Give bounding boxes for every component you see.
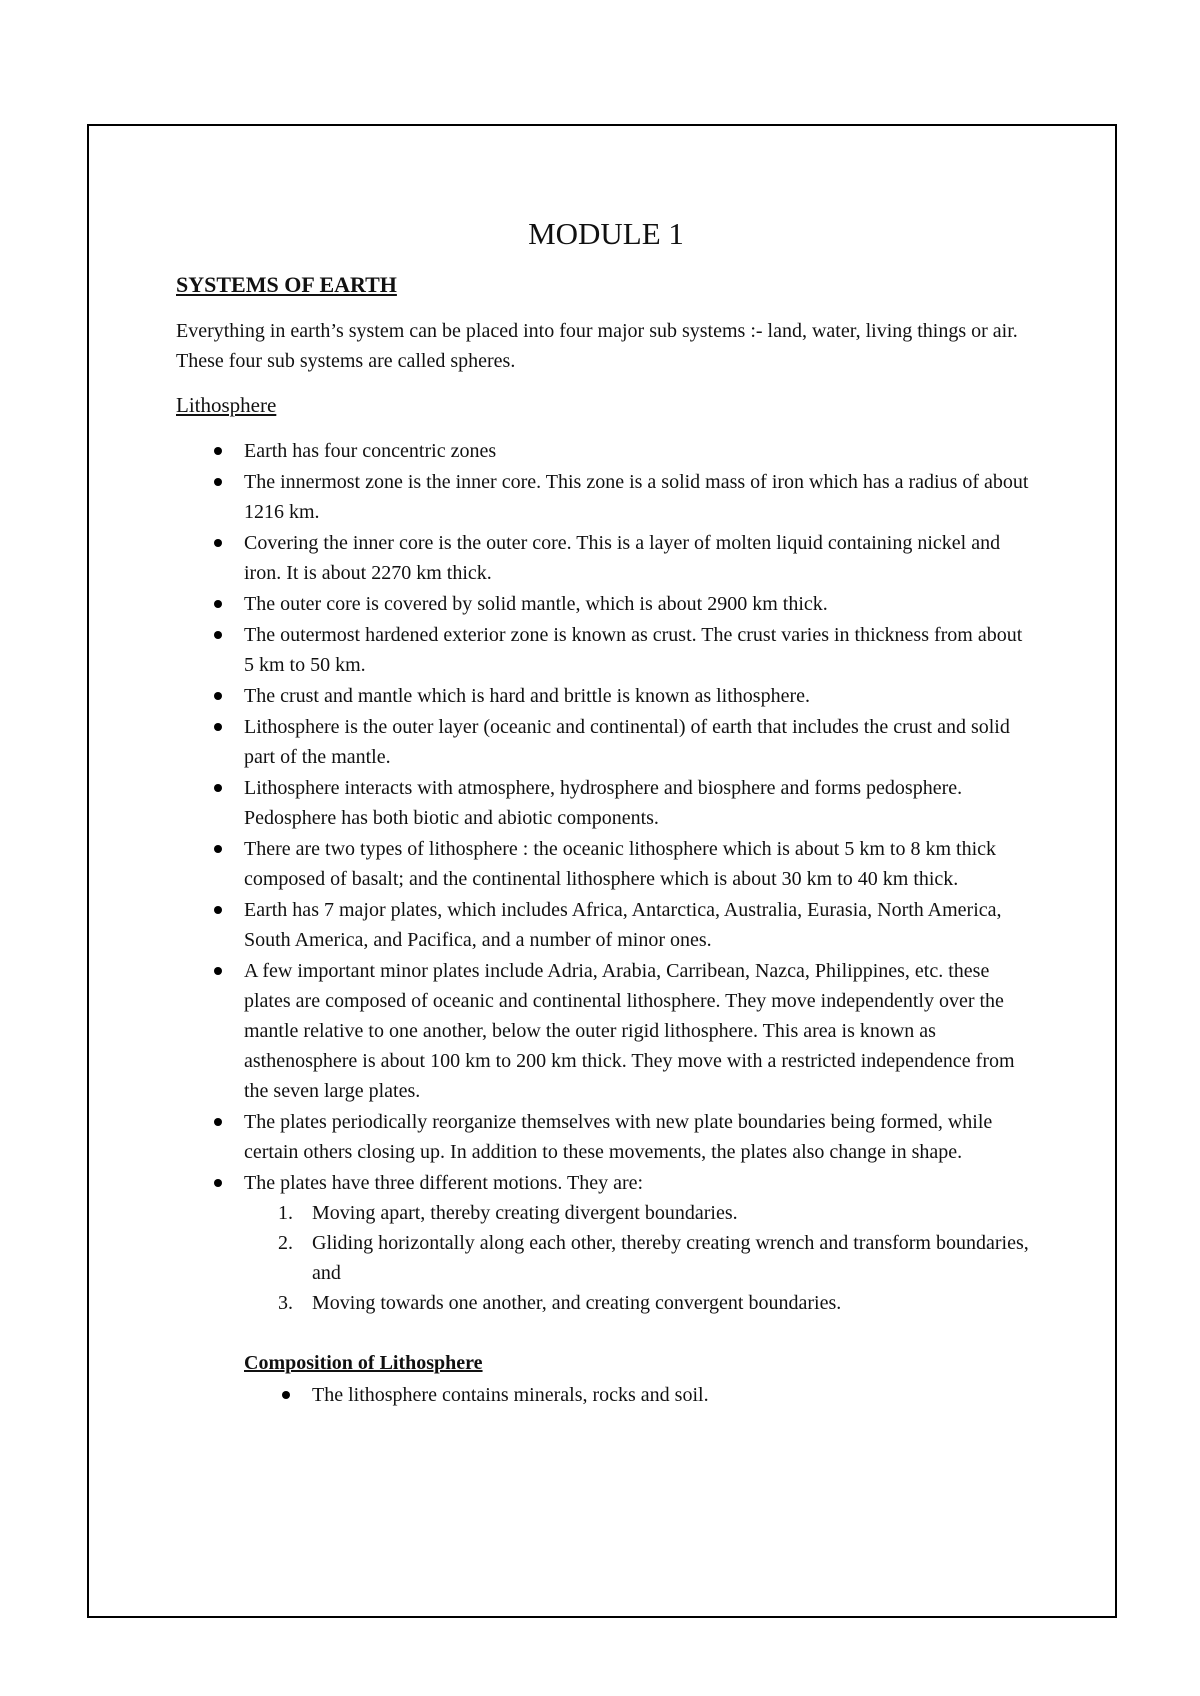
list-item: The innermost zone is the inner core. This zone is a solid mass of iron which has a radius of about 1216 km. — [244, 467, 1036, 527]
list-item: The plates periodically reorganize themselves with new plate boundaries being formed, while certain others closing up. In addition to these movements, the plates also change in shape. — [244, 1107, 1036, 1167]
list-item: The outer core is covered by solid mantle, which is about 2900 km thick. — [244, 589, 1036, 619]
numbered-item — [278, 1198, 1036, 1228]
item-number: 3. — [278, 1292, 293, 1314]
item-text: Gliding horizontally along each other, thereby creating wrench and transform boundaries, and — [312, 1232, 1029, 1284]
list-item: Lithosphere is the outer layer (oceanic and continental) of earth that includes the crust and solid part of the mantle. — [244, 712, 1036, 772]
list-item: There are two types of lithosphere : the oceanic lithosphere which is about 5 km to 8 km thick composed of basalt; and the continental lithosphere which is about 30 km to 40 km thick. — [244, 834, 1036, 894]
list-item: A few important minor plates include Adria, Arabia, Carribean, Nazca, Philippines, etc. these plates are composed of oceanic and continental lithosphere. They move independently over the mantle relative to one another, below the outer rigid lithosphere. This area is known as asthenosphere is about 100 km to 200 km thick. They move with a restricted independence from the seven large plates. — [244, 956, 1036, 1106]
composition-section — [244, 1348, 1036, 1410]
composition-heading: Composition of Lithosphere — [244, 1352, 483, 1374]
item-text: Moving towards one another, and creating convergent boundaries. — [312, 1292, 842, 1314]
numbered-item — [278, 1288, 1036, 1318]
list-item: The crust and mantle which is hard and brittle is known as lithosphere. — [244, 681, 1036, 711]
section-title: SYSTEMS OF EARTH — [176, 272, 397, 297]
item-number: 2. — [278, 1232, 293, 1254]
item-text: Moving apart, thereby creating divergent boundaries. — [312, 1202, 738, 1224]
motions-list — [244, 1198, 1036, 1318]
lithosphere-bullet-list — [176, 436, 1036, 1318]
list-item-motions — [244, 1168, 1036, 1318]
list-item: Covering the inner core is the outer core. This is a layer of molten liquid containing nickel and iron. It is about 2270 km thick. — [244, 528, 1036, 588]
lithosphere-heading: Lithosphere — [176, 393, 277, 417]
motions-intro: The plates have three different motions. They are: — [244, 1172, 644, 1194]
document-body — [176, 214, 1036, 1411]
intro-paragraph: Everything in earth’s system can be placed into four major sub systems :- land, water, living things or air. These four sub systems are called spheres. — [176, 320, 1018, 372]
list-item: The outermost hardened exterior zone is known as crust. The crust varies in thickness from about 5 km to 50 km. — [244, 620, 1036, 680]
list-item: The lithosphere contains minerals, rocks and soil. — [312, 1380, 1036, 1410]
composition-bullet-list — [244, 1380, 1036, 1410]
module-title: MODULE 1 — [528, 216, 684, 251]
item-number: 1. — [278, 1202, 293, 1224]
list-item: Earth has 7 major plates, which includes Africa, Antarctica, Australia, Eurasia, North America, South America, and Pacifica, and a number of minor ones. — [244, 895, 1036, 955]
numbered-item — [278, 1228, 1036, 1288]
list-item: Lithosphere interacts with atmosphere, hydrosphere and biosphere and forms pedosphere. Pedosphere has both biotic and abiotic components. — [244, 773, 1036, 833]
list-item: Earth has four concentric zones — [244, 436, 1036, 466]
